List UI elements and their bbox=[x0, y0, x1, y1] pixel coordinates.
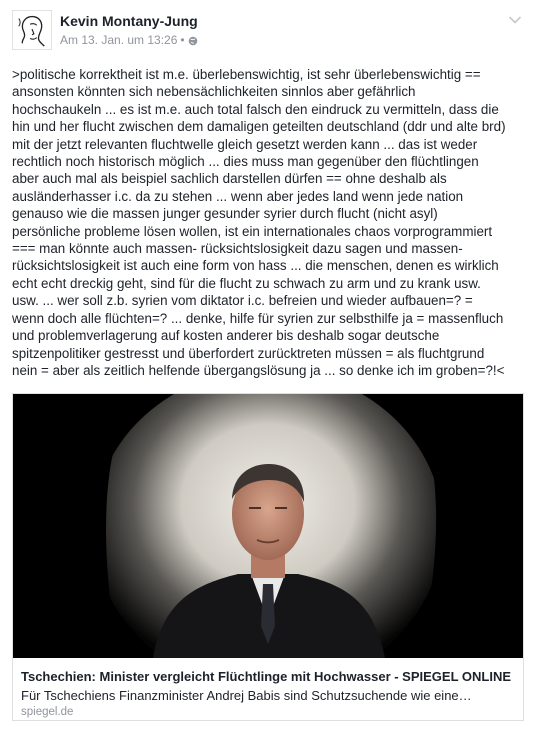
post-timestamp[interactable]: Am 13. Jan. um 13:26 bbox=[60, 33, 178, 47]
chevron-down-icon[interactable] bbox=[508, 12, 522, 22]
link-preview-image[interactable] bbox=[13, 394, 523, 658]
link-title[interactable]: Tschechien: Minister vergleicht Flüchtlinge mit Hochwasser - SPIEGEL ONLINE bbox=[21, 669, 512, 684]
post-text: >politische korrektheit ist m.e. überlebenswichtig, ist sehr überlebenswichtig == ansonsten könnten sich nebensächlichkeiten sinnlos aber gefährlich hochschaukeln ... es ist m.e. auch total falsch den eindruck zu vermitteln, dass die hin und her flucht zwischen dem damaligen geteilten deutschland (ddr und alte brd) mit der jetzt relevanten fluchtwelle gleich gesetzt werden kann ... das ist weder rechtlich noch historisch möglich ... dies muss man gegenüber den flüchtlingen aber auch mal als beispiel sachlich darstellen dürfen == ohne deshalb als ausländerhasser i.c. da zu stehen ... wenn aber jedes land wenn jede nation genauso wie die massen junger gesunder syrier durch flucht (nicht asyl) persönliche probleme lösen wollen, ist ein internationales chaos vorprogrammiert === man könnte auch massen- rücksichtslosigkeit dazu sagen und massen- rücksichtslosigkeit ist auch eine form von hass ... die menschen, denen es wirklich echt echt dreckig geht, sind für die flucht zu schwach zu arm und zu krank usw. usw. ... wer soll z.b. syrien vom diktator i.c. befreien und wieder aufbauen=? = wenn doch alle flüchten=? ... denke, hilfe für syrien zur selbsthilfe ja = massenfluch und problemverlagerung auf kosten anderer bis deshalb sogar deutsche spitzenpolitiker gestresst und überfordert zurücktreten müssen = als fluchtgrund nein = aber als zeitlich helfende übergangslösung ja ... so denke ich im groben=?!< bbox=[12, 67, 506, 378]
globe-icon[interactable] bbox=[188, 35, 198, 45]
post-meta bbox=[60, 33, 198, 47]
avatar[interactable] bbox=[12, 10, 52, 50]
avatar-sketch-icon bbox=[13, 11, 51, 49]
link-preview-card[interactable] bbox=[12, 393, 524, 721]
post-header bbox=[0, 0, 536, 60]
meta-separator: • bbox=[180, 33, 185, 47]
link-description: Für Tschechiens Finanzminister Andrej Babis sind Schutzsuchende wie eine… bbox=[21, 688, 472, 703]
link-domain: spiegel.de bbox=[21, 706, 74, 718]
author-name[interactable]: Kevin Montany-Jung bbox=[60, 13, 198, 29]
